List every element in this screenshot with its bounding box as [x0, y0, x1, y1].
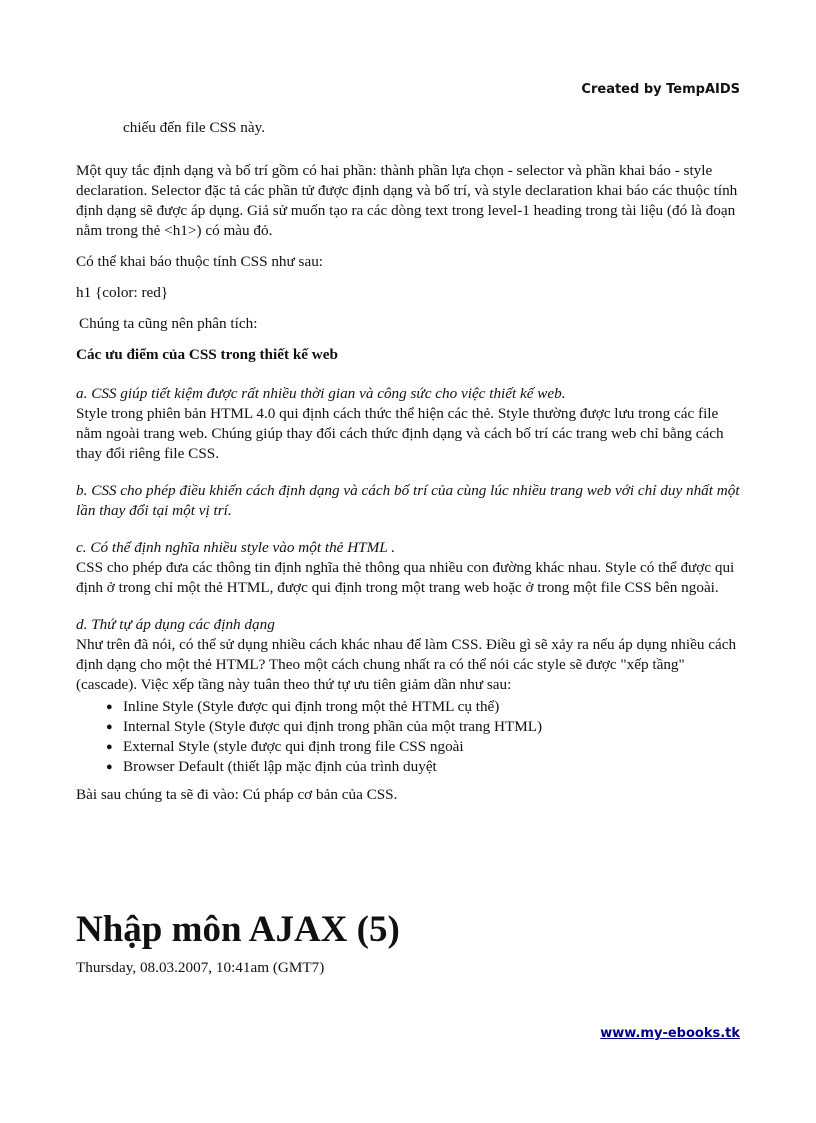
continuation-line: chiếu đến file CSS này.: [123, 119, 266, 136]
section-d-title: d. Thứ tự áp dụng các định dạng: [76, 616, 275, 633]
next-lesson: Bài sau chúng ta sẽ đi vào: Cú pháp cơ bản của CSS.: [76, 786, 398, 803]
footer-website-link[interactable]: www.my-ebooks.tk: [600, 1026, 740, 1041]
bullet-icon: ●: [106, 761, 113, 773]
section-b-title: b. CSS cho phép điều khiển cách định dạng và cách bố trí của cùng lúc nhiều trang web với chỉ duy nhất một lần thay đổi tại một vị trí.: [76, 482, 740, 519]
code-example: h1 {color: red}: [76, 284, 169, 301]
header-credit: Created by TempAIDS: [581, 82, 740, 97]
bullet-icon: ●: [106, 741, 113, 753]
article-body: [76, 118, 742, 805]
list-item: ● External Style (style được qui định trong file CSS ngoài: [106, 738, 464, 755]
article-date: Thursday, 08.03.2007, 10:41am (GMT7): [76, 959, 325, 976]
rule-paragraph: Một quy tắc định dạng và bố trí gồm có hai phần: thành phần lựa chọn - selector và phần khai báo - style declaration. Selector đặc tả các phần tử được định dạng và bố trí, và style declaration khai báo các thuộc tính định dạng sẽ được áp dụng. Giả sử muốn tạo ra các dòng text trong level-1 heading trong tài liệu (đó là đoạn nằm trong thẻ <h1>) có màu đỏ.: [76, 162, 738, 239]
section-a-title: a. CSS giúp tiết kiệm được rất nhiều thời gian và công sức cho việc thiết kế web.: [76, 385, 566, 402]
section-d-text: Như trên đã nói, có thể sử dụng nhiều cách khác nhau để làm CSS. Điều gì sẽ xảy ra nếu áp dụng nhiều cách định dạng cho một thẻ HTML? Theo một cách chung nhất ra có thể nói các style sẽ được "xếp tầng" (cascade). Việc xếp tầng này tuân theo thứ tự ưu tiên giảm dần như sau:: [76, 636, 737, 693]
section-d: [76, 615, 742, 695]
list-item: ● Inline Style (Style được qui định trong một thẻ HTML cụ thể): [106, 698, 500, 715]
article-title: Nhập môn AJAX (5): [76, 909, 400, 950]
section-c: [76, 538, 742, 598]
list-item: ● Internal Style (Style được qui định trong phần của một trang HTML): [106, 718, 543, 735]
section-b: [76, 481, 742, 521]
cascade-list: [76, 697, 742, 777]
analysis-intro: Chúng ta cũng nên phân tích:: [79, 315, 258, 332]
bullet-icon: ●: [106, 721, 113, 733]
section-c-text: CSS cho phép đưa các thông tin định nghĩa thẻ thông qua nhiều con đường khác nhau. Style có thể được qui định ở trong chỉ một thẻ HTML, được qui định trong một trang web hoặc ở trong một file CSS bên ngoài.: [76, 559, 735, 596]
section-a-text: Style trong phiên bản HTML 4.0 qui định cách thức thể hiện các thẻ. Style thường được lưu trong các file nằm ngoài trang web. Chúng giúp thay đổi cách thức định dạng và cách bố trí các trang web chỉ bằng cách thay đổi riêng file CSS.: [76, 405, 724, 462]
advantages-heading: Các ưu điểm của CSS trong thiết kế web: [76, 346, 338, 363]
declare-intro: Có thể khai báo thuộc tính CSS như sau:: [76, 253, 324, 270]
bullet-icon: ●: [106, 701, 113, 713]
list-item: ● Browser Default (thiết lập mặc định của trình duyệt: [106, 758, 437, 775]
section-c-title: c. Có thể định nghĩa nhiều style vào một thẻ HTML .: [76, 539, 396, 556]
section-a: [76, 384, 742, 464]
